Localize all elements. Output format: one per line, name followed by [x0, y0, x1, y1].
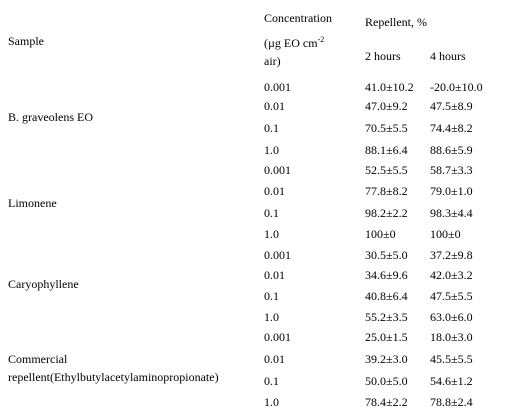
header-concentration-unit: [264, 36, 324, 50]
cell-2h: 39.2±3.0: [365, 352, 408, 366]
cell-4h: 100±0: [430, 227, 461, 241]
cell-2h: 47.0±9.2: [365, 99, 408, 113]
cell-4h: 88.6±5.9: [430, 143, 473, 157]
header-concentration: Concentration: [264, 11, 332, 25]
header-sample: Sample: [8, 34, 44, 48]
cell-2h: 34.6±9.6: [365, 268, 408, 282]
header-concentration-unit-air: air): [264, 54, 281, 68]
cell-4h: 47.5±5.5: [430, 289, 473, 303]
cell-4h: 98.3±4.4: [430, 206, 473, 220]
cell-2h: 30.5±5.0: [365, 248, 408, 262]
cell-4h: 78.8±2.4: [430, 395, 473, 409]
cell-2h: 98.2±2.2: [365, 206, 408, 220]
cell-concentration: 1.0: [264, 143, 279, 157]
cell-4h: -20.0±10.0: [430, 80, 483, 94]
cell-4h: 37.2±9.8: [430, 248, 473, 262]
cell-4h: 63.0±6.0: [430, 310, 473, 324]
cell-concentration: 0.01: [264, 99, 285, 113]
unit-text: (µg EO cm: [264, 36, 318, 50]
sample-name: B. graveolens EO: [8, 110, 93, 124]
cell-concentration: 0.1: [264, 206, 279, 220]
cell-4h: 18.0±3.0: [430, 330, 473, 344]
cell-concentration: 0.01: [264, 352, 285, 366]
cell-concentration: 0.1: [264, 289, 279, 303]
cell-2h: 70.5±5.5: [365, 121, 408, 135]
sample-name-line2: repellent(Ethylbutylacetylaminopropionate): [8, 370, 219, 384]
cell-concentration: 1.0: [264, 227, 279, 241]
header-repellent: Repellent, %: [365, 15, 427, 29]
cell-4h: 54.6±1.2: [430, 374, 473, 388]
cell-concentration: 0.001: [264, 80, 291, 94]
cell-2h: 77.8±8.2: [365, 184, 408, 198]
cell-2h: 88.1±6.4: [365, 143, 408, 157]
cell-concentration: 0.1: [264, 374, 279, 388]
sample-name: Commercial: [8, 352, 68, 366]
cell-concentration: 0.001: [264, 163, 291, 177]
cell-2h: 55.2±3.5: [365, 310, 408, 324]
cell-concentration: 0.01: [264, 184, 285, 198]
cell-4h: 58.7±3.3: [430, 163, 473, 177]
cell-2h: 40.8±6.4: [365, 289, 408, 303]
cell-4h: 79.0±1.0: [430, 184, 473, 198]
cell-2h: 100±0: [365, 227, 396, 241]
cell-4h: 47.5±8.9: [430, 99, 473, 113]
cell-concentration: 0.001: [264, 330, 291, 344]
cell-2h: 41.0±10.2: [365, 80, 414, 94]
cell-4h: 45.5±5.5: [430, 352, 473, 366]
cell-2h: 50.0±5.0: [365, 374, 408, 388]
cell-concentration: 0.01: [264, 268, 285, 282]
cell-2h: 25.0±1.5: [365, 330, 408, 344]
cell-concentration: 1.0: [264, 395, 279, 409]
unit-exponent: -2: [317, 35, 325, 44]
sample-name: Limonene: [8, 196, 57, 210]
cell-concentration: 0.001: [264, 248, 291, 262]
header-2-hours: 2 hours: [365, 49, 401, 63]
sample-name: Caryophyllene: [8, 277, 79, 291]
cell-concentration: 1.0: [264, 310, 279, 324]
cell-concentration: 0.1: [264, 121, 279, 135]
cell-2h: 78.4±2.2: [365, 395, 408, 409]
header-4-hours: 4 hours: [430, 49, 466, 63]
cell-2h: 52.5±5.5: [365, 163, 408, 177]
cell-4h: 42.0±3.2: [430, 268, 473, 282]
cell-4h: 74.4±8.2: [430, 121, 473, 135]
